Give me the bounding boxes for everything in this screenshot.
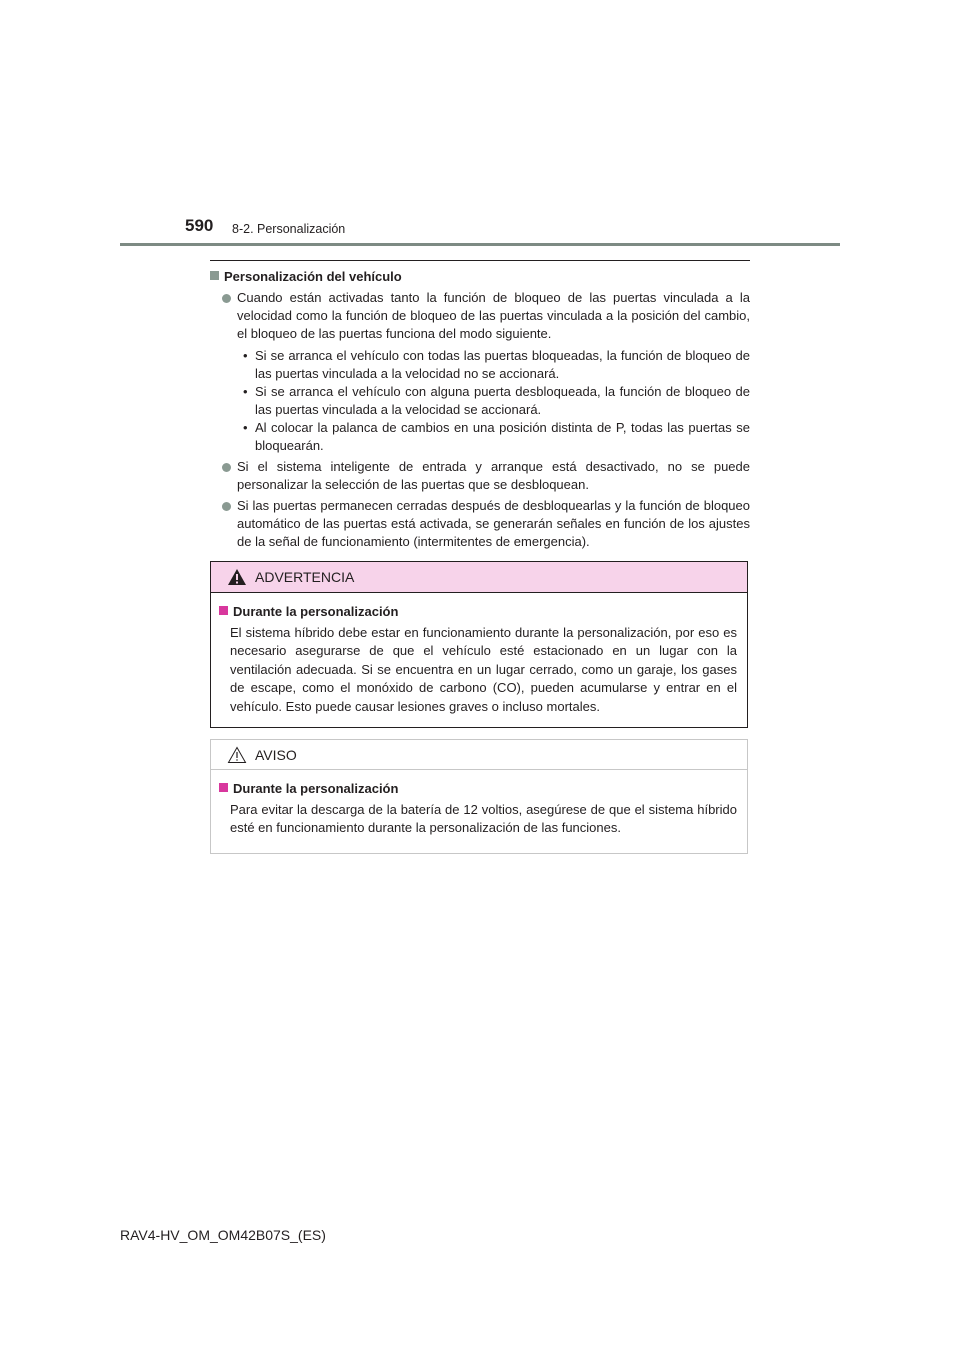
list-item (222, 497, 750, 551)
main-content (210, 268, 750, 554)
notice-body (211, 770, 747, 838)
footer-code: RAV4-HV_OM_OM42B07S_(ES) (120, 1227, 326, 1243)
page-number: 590 (185, 216, 214, 235)
warning-header (211, 562, 747, 593)
notice-heading-text: Durante la personalización (233, 781, 399, 796)
circle-bullet-icon (222, 294, 231, 303)
square-bullet-icon (219, 606, 228, 615)
notice-text: Para evitar la descarga de la batería de 12 voltios, asegúrese de que el sistema híbrido esté en funcionamiento durante la personalización de las funciones. (230, 801, 737, 835)
warning-title: ADVERTENCIA (255, 569, 355, 585)
sub-list (243, 347, 750, 455)
caution-triangle-icon (227, 746, 247, 764)
circle-bullet-icon (222, 463, 231, 472)
sub-list-item-text: Al colocar la palanca de cambios en una posición distinta de P, todas las puertas se bloquearán. (255, 420, 750, 453)
sub-list-item-text: Si se arranca el vehículo con alguna puerta desbloqueada, la función de bloqueo de las puertas vinculada a la velocidad se accionará. (255, 384, 750, 417)
list-item-text: Si las puertas permanecen cerradas después de desbloquearlas y la función de bloqueo automático de las puertas está activada, se generarán señales en función de los ajustes de la señal de funcionamiento (intermitentes de emergencia). (237, 498, 750, 549)
notice-box (210, 739, 748, 854)
dot-bullet-icon: • (243, 348, 248, 363)
header-rule (120, 243, 840, 246)
notice-title: AVISO (255, 746, 297, 763)
list-item (222, 458, 750, 494)
list-item (222, 289, 750, 343)
circle-bullet-icon (222, 502, 231, 511)
warning-body (211, 593, 747, 716)
square-bullet-icon (210, 271, 219, 280)
dot-bullet-icon: • (243, 384, 248, 399)
notice-heading (219, 780, 737, 799)
warning-text: El sistema híbrido debe estar en funcionamiento durante la personalización, por eso es necesario asegurarse de que el vehículo esté estacionado en un lugar con la ventilación adecuada. Si se encuentra en un lugar cerrado, como un garaje, los gases de escape, como el monóxido de carbono (CO), pueden acumularse y entrar en el vehículo. Esto puede causar lesiones graves o incluso mortales. (230, 624, 737, 714)
warning-triangle-icon (227, 568, 247, 586)
notice-header (211, 740, 747, 770)
section-heading (210, 268, 750, 286)
square-bullet-icon (219, 783, 228, 792)
list-item-text: Cuando están activadas tanto la función de bloqueo de las puertas vinculada a la velocidad como la función de bloqueo de las puertas vinculada a la posición del cambio, el bloqueo de las puertas funciona del modo siguiente. (237, 290, 750, 341)
section-heading-text: Personalización del vehículo (224, 269, 402, 284)
sub-list-item (243, 347, 750, 383)
section-title: 8-2. Personalización (232, 222, 346, 236)
section-divider (210, 260, 750, 261)
sub-list-item (243, 419, 750, 455)
dot-bullet-icon: • (243, 420, 248, 435)
sub-list-item-text: Si se arranca el vehículo con todas las puertas bloqueadas, la función de bloqueo de las puertas vinculada a la velocidad no se accionará. (255, 348, 750, 381)
warning-box (210, 561, 748, 728)
list-item-text: Si el sistema inteligente de entrada y arranque está desactivado, no se puede personalizar la selección de las puertas que se desbloquean. (237, 459, 750, 492)
warning-heading (219, 603, 737, 622)
warning-heading-text: Durante la personalización (233, 604, 399, 619)
sub-list-item (243, 383, 750, 419)
